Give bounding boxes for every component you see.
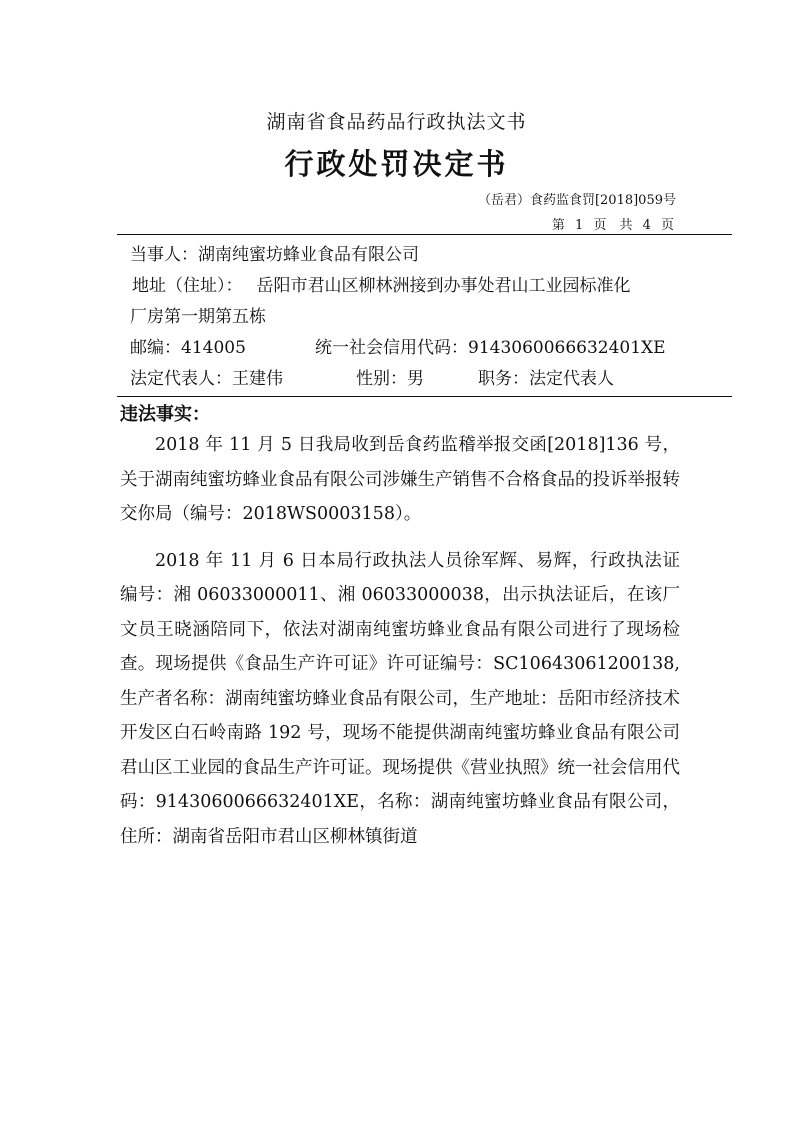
document-title: 行政处罚决定书	[284, 147, 509, 181]
credit-code-label: 统一社会信用代码：	[315, 338, 468, 358]
bottom-divider	[117, 396, 732, 397]
position-label: 职务：	[478, 369, 529, 389]
legal-rep-group	[130, 364, 356, 395]
address-line1: 岳阳市君山区柳林洲接到办事处君山工业园标准化	[256, 276, 631, 296]
party-name-row	[130, 240, 690, 271]
address-row	[130, 271, 690, 302]
top-divider	[117, 234, 732, 235]
position-value: 法定代表人	[529, 369, 614, 389]
gender-value: 男	[407, 369, 424, 389]
facts-paragraph-1: 2018 年 11 月 5 日我局收到岳食药监稽举报交函[2018]136 号，关于湖南纯蜜坊蜂业食品有限公司涉嫌生产销售不合格食品的投诉举报转交你局（编号：2018WS0003158）。	[120, 435, 680, 524]
postcode-group	[130, 333, 315, 364]
party-name-label: 当事人：	[130, 245, 198, 265]
facts-body	[120, 428, 680, 854]
gender-label: 性别：	[356, 369, 407, 389]
document-number: （岳君）食药监食罚[2018]059号	[477, 193, 676, 208]
party-info	[130, 240, 690, 395]
legal-rep-value: 王建伟	[232, 369, 283, 389]
legal-rep-row	[130, 364, 690, 395]
facts-heading: 违法事实：	[120, 404, 210, 425]
address-row-2	[130, 302, 690, 333]
postcode-value: 414005	[181, 338, 246, 358]
address-label: 地址（住址）：	[132, 276, 243, 296]
postcode-label: 邮编：	[130, 338, 181, 358]
address-line2: 厂房第一期第五栋	[130, 307, 266, 327]
page-indicator: 第 1 页 共 4 页	[551, 218, 674, 233]
gender-group	[356, 364, 478, 395]
party-name: 湖南纯蜜坊蜂业食品有限公司	[198, 245, 419, 265]
legal-rep-label: 法定代表人：	[130, 369, 232, 389]
facts-paragraph-2: 2018 年 11 月 6 日本局行政执法人员徐军辉、易辉，行政执法证编号：湘 06033000011、湘 06033000038，出示执法证后，在该厂文员王晓涵陪同下，依法对湖南纯蜜坊蜂业食品有限公司进行了现场检查。现场提供《食品生产许可证》许可证编号：SC10643061200138,生产者名称：湖南纯蜜坊蜂业食品有限公司，生产地址：岳阳市经济技术开发区白石岭南路 192 号，现场不能提供湖南纯蜜坊蜂业食品有限公司君山区工业园的食品生产许可证。现场提供《营业执照》统一社会信用代码：9143060066632401XE，名称：湖南纯蜜坊蜂业食品有限公司，住所：湖南省岳阳市君山区柳林镇街道	[120, 550, 680, 847]
credit-code-value: 9143060066632401XE	[468, 338, 666, 358]
document-subtitle: 湖南省食品药品行政执法文书	[266, 111, 527, 133]
postcode-row	[130, 333, 690, 364]
